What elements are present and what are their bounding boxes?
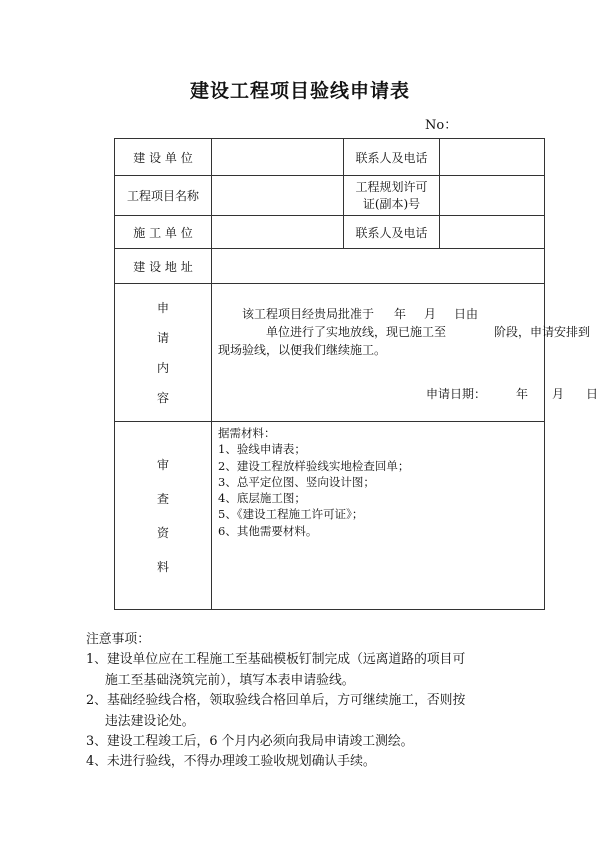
application-date-label: 申请日期： xyxy=(426,387,487,401)
application-date-year: 年 xyxy=(516,387,529,401)
builder-field[interactable] xyxy=(212,139,344,176)
application-date-day: 日 xyxy=(586,387,599,401)
address-label: 建 设 地 址 xyxy=(115,249,212,284)
project-name-field[interactable] xyxy=(212,176,344,216)
application-line3: 现场验线，以便我们继续施工。 xyxy=(218,343,387,357)
review-label-char: 料 xyxy=(156,559,169,574)
builder-label: 建 设 单 位 xyxy=(115,139,212,176)
review-line: 2、建设工程放样验线实地检查回单； xyxy=(218,458,410,473)
note-2-line1: 2、基础经验线合格，领取验线合格回单后，方可继续施工，否则按 xyxy=(86,693,466,709)
application-line2a: 单位进行了实地放线，现已施工至 xyxy=(266,325,447,339)
review-label-char: 资 xyxy=(156,525,169,540)
constructor-label: 施 工 单 位 xyxy=(115,216,212,249)
address-field[interactable] xyxy=(212,249,545,284)
row-builder xyxy=(115,139,545,176)
builder-contact-label: 联系人及电话 xyxy=(344,139,440,176)
review-label-char: 查 xyxy=(156,491,169,506)
constructor-contact-field[interactable] xyxy=(440,216,545,249)
project-name-label: 工程项目名称 xyxy=(115,176,212,216)
row-constructor xyxy=(115,216,545,249)
row-application xyxy=(115,284,545,422)
notes-heading: 注意事项： xyxy=(86,632,150,647)
review-line: 据需材料： xyxy=(218,426,276,440)
application-label-char: 容 xyxy=(156,390,169,405)
application-year: 年 xyxy=(394,307,407,321)
note-4: 4、未进行验线，不得办理竣工验收规划确认手续。 xyxy=(86,754,376,770)
form-number-label: No： xyxy=(425,118,458,133)
application-line1: 该工程项目经贵局批准于 xyxy=(242,307,375,321)
application-label-char: 内 xyxy=(156,360,169,375)
review-line: 1、验线申请表； xyxy=(218,442,306,457)
application-date-month: 月 xyxy=(552,387,565,401)
application-label-char: 请 xyxy=(156,330,169,345)
application-line2b: 阶段，申请安排到 xyxy=(494,325,591,339)
review-label xyxy=(115,422,212,610)
note-1-line1: 1、建设单位应在工程施工至基础模板钉制完成（远离道路的项目可 xyxy=(86,652,466,668)
permit-label-line1: 工程规划许可 xyxy=(355,179,428,194)
application-month: 月 xyxy=(424,307,437,321)
row-project xyxy=(115,176,545,216)
row-review xyxy=(115,422,545,610)
review-content[interactable] xyxy=(212,422,545,610)
application-content[interactable] xyxy=(212,284,599,422)
review-line: 4、底层施工图； xyxy=(218,491,306,506)
note-1-line2: 施工至基础浇筑完前），填写本表申请验线。 xyxy=(105,672,355,688)
permit-number-field[interactable] xyxy=(440,176,545,216)
review-line: 6、其他需要材料。 xyxy=(218,523,318,538)
permit-label-line2: 证(副本)号 xyxy=(362,196,421,211)
permit-number-label xyxy=(344,176,440,216)
notes-section xyxy=(86,630,465,773)
constructor-field[interactable] xyxy=(212,216,344,249)
form-title: 建设工程项目验线申请表 xyxy=(189,80,410,102)
note-2-line2: 违法建设论处。 xyxy=(105,713,195,729)
review-label-char: 审 xyxy=(156,457,169,472)
application-label-char: 申 xyxy=(156,300,169,315)
application-form-table xyxy=(114,138,599,610)
note-3: 3、建设工程竣工后，6 个月内必须向我局申请竣工测绘。 xyxy=(86,734,414,750)
application-label xyxy=(115,284,212,422)
constructor-contact-label: 联系人及电话 xyxy=(344,216,440,249)
application-day-from: 日由 xyxy=(454,307,479,321)
builder-contact-field[interactable] xyxy=(440,139,545,176)
review-line: 5、《建设工程施工许可证》； xyxy=(218,507,364,522)
review-line: 3、总平定位图、竖向设计图； xyxy=(218,474,375,489)
row-address xyxy=(115,249,545,284)
